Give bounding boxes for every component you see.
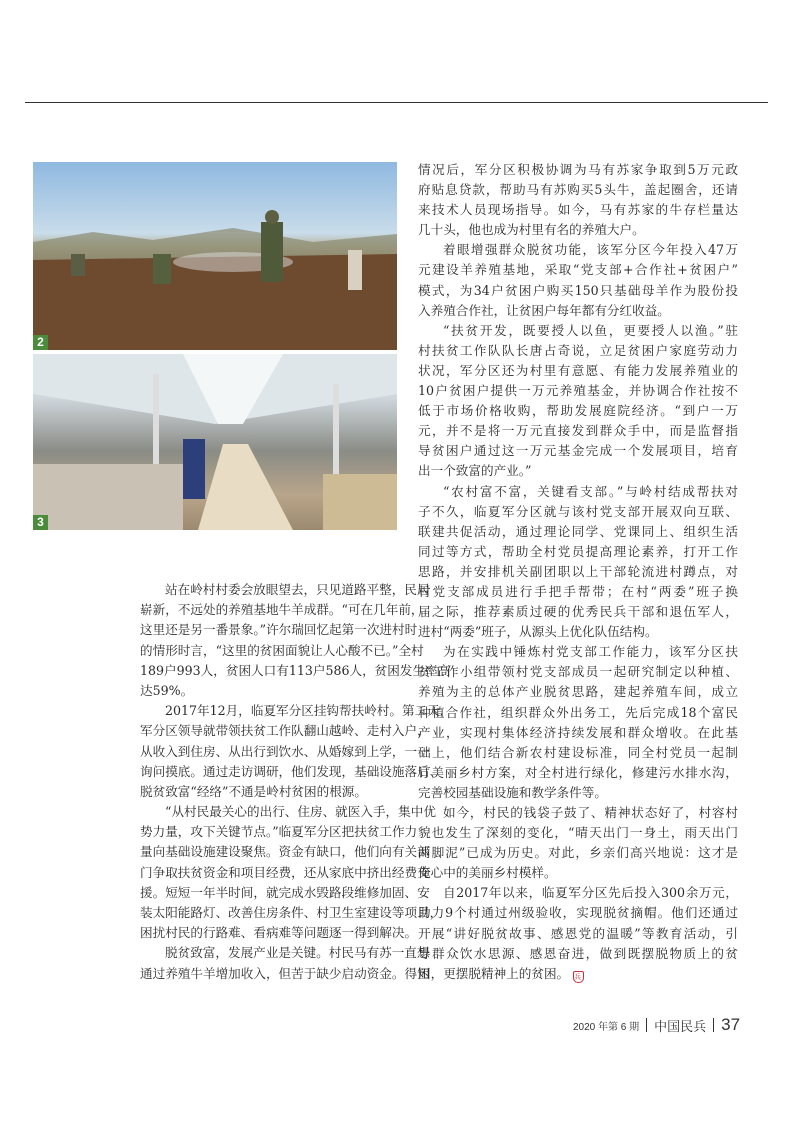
text-line	[418, 622, 738, 642]
paragraph-line: 189户993人，贫困人口有113户586人，贫困发生率高	[140, 662, 451, 678]
paragraph-line: 子不久，临夏军分区就与该村党支部开展双向互联、	[418, 503, 738, 519]
paragraph-line: 低于市场价格收购，帮助发展庭院经济。“到户一万	[418, 403, 738, 419]
paragraph-line: “扶贫开发，既要授人以鱼，更要授人以渔。”驻	[443, 322, 738, 338]
text-line	[418, 461, 738, 481]
text-line	[418, 542, 738, 562]
paragraph-line: 联建共促活动，通过理论同学、党课同上、组织生活	[418, 523, 738, 539]
paragraph-line: 军分区领导就带领扶贫工作队翻山越岭、走村入户，	[140, 723, 430, 739]
paragraph-line: 如今，村民的钱袋子鼓了、精神状态好了，村容村	[443, 805, 738, 820]
text-line	[418, 723, 738, 743]
text-line	[140, 701, 453, 721]
issue-label: 2020 年第 6 期	[573, 1021, 640, 1033]
text-line	[418, 883, 738, 903]
text-line	[418, 924, 738, 944]
paragraph-line: 从收入到住房、从出行到饮水、从婚嫁到上学，一一	[140, 743, 430, 759]
text-line	[140, 883, 430, 903]
text-line	[418, 421, 738, 441]
paragraph-line: 自2017年以来，临夏军分区先后投入300余万元，	[443, 885, 738, 901]
text-line	[140, 964, 430, 984]
paragraph-line: 开展“讲好脱贫故事、感恩党的温暖”等教育活动，引	[418, 925, 738, 941]
text-line	[140, 681, 395, 701]
paragraph-line: 困扰村民的行路难、看病难等问题逐一得到解决。	[140, 925, 418, 941]
paragraph-line: 10户贫困户提供一万元养殖基金，并协调合作社按不	[418, 383, 738, 399]
text-line	[418, 662, 738, 682]
text-line	[140, 742, 430, 762]
paragraph-line: 询问摸底。通过走访调研，他们发现，基础设施落后、	[140, 763, 443, 779]
magazine-name: 中国民兵	[654, 1018, 707, 1034]
text-line	[418, 863, 738, 883]
paragraph-line: 着眼增强群众脱贫功能，该军分区今年投入47万	[443, 242, 738, 258]
text-line	[418, 200, 738, 220]
paragraph-line: 元，并不是将一万元直接发到群众手中，而是监督指	[418, 423, 738, 439]
paragraph-line: 通过养殖牛羊增加收入，但苦于缺少启动资金。得知	[140, 965, 430, 981]
paragraph-line: 为在实践中锤炼村党支部工作能力，该军分区扶	[443, 644, 738, 660]
paragraph-line: 2017年12月，临夏军分区挂钩帮扶岭村。第二天，	[165, 703, 453, 719]
paragraph-line: 届之际，推荐素质过硬的优秀民兵干部和退伍军人，	[418, 604, 738, 620]
text-line	[418, 281, 738, 301]
footer-divider	[646, 1018, 647, 1032]
text-line	[418, 602, 738, 622]
paragraph-line: 情况后，军分区积极协调为马有苏家争取到5万元政	[418, 162, 738, 177]
text-line	[418, 582, 738, 602]
paragraph-line: 同过等方式，帮助全村党员提高理论素养，打开工作	[418, 543, 738, 559]
paragraph-line: 貌也发生了深刻的变化，“晴天出门一身土，雨天出门	[418, 825, 738, 841]
end-mark-icon: 兵	[573, 971, 584, 983]
barn-scene-illustration	[33, 354, 397, 530]
paragraph-line: 础上，他们结合新农村建设标准，同全村党员一起制	[418, 744, 738, 760]
text-line	[140, 600, 424, 620]
paragraph-line: 产业，实现村集体经济持续发展和群众增收。在此基	[418, 724, 738, 740]
text-line	[418, 703, 738, 723]
paragraph-line: “从村民最关心的出行、住房、就医入手，集中优	[165, 804, 436, 820]
paragraph-line: 达59%。	[140, 682, 194, 698]
text-line	[418, 361, 738, 381]
article-column-left	[140, 580, 453, 984]
paragraph-line: 俺心中的美丽乡村模样。	[418, 865, 557, 881]
paragraph-line: 村扶贫工作队队长唐占奇说，立足贫困户家庭劳动力	[418, 342, 738, 358]
paragraph-line: 订美丽乡村方案，对全村进行绿化，修建污水排水沟，	[418, 764, 738, 780]
paragraph-line: 元建设羊养殖基地，采取“党支部+合作社+贫困户”	[418, 262, 738, 278]
paragraph-line: 出一个致富的产业。”	[418, 463, 532, 479]
paragraph-line: 府贴息贷款，帮助马有苏购买5头牛，盖起圈舍，还请	[418, 182, 738, 198]
text-line	[418, 642, 738, 662]
paragraph-line: 两脚泥”已成为历史。对此，乡亲们高兴地说：这才是	[418, 845, 738, 861]
paragraph-line: 贫工作小组带领村党支部成员一起研究制定以种植、	[418, 664, 738, 680]
paragraph-line: 困，更摆脱精神上的贫困。	[418, 965, 570, 981]
field-scene-illustration	[33, 162, 397, 350]
text-line	[140, 721, 430, 741]
text-line	[140, 641, 424, 661]
paragraph-line: 导群众饮水思源、感恩奋进，做到既摆脱物质上的贫	[418, 945, 738, 961]
paragraph-line: 装太阳能路灯、改善住房条件、村卫生室建设等项目，	[140, 905, 443, 920]
text-line	[418, 301, 738, 321]
paragraph-line: 崭新，不远处的养殖基地牛羊成群。“可在几年前，	[140, 602, 424, 618]
text-line	[140, 580, 430, 600]
text-line	[418, 341, 738, 361]
text-line	[418, 240, 738, 260]
paragraph-line: 脱贫致富“经络”不通是岭村贫困的根源。	[140, 783, 367, 799]
text-line	[418, 260, 738, 280]
article-column-right	[418, 160, 738, 984]
paragraph-line: 的情形时言，“这里的贫困面貌让人心酸不已。”全村	[140, 642, 424, 658]
footer-divider	[713, 1018, 714, 1032]
text-line	[418, 482, 738, 502]
text-line	[140, 782, 395, 802]
text-line	[418, 803, 738, 823]
photo-farmers-planting	[33, 162, 397, 350]
text-line	[140, 802, 436, 822]
text-line	[140, 762, 443, 782]
paragraph-line: “农村富不富，关键看支部。”与岭村结成帮扶对	[443, 483, 738, 499]
paragraph-line: 几十头，他也成为村里有名的养殖大户。	[418, 222, 645, 238]
text-line	[418, 903, 738, 923]
paragraph-line: 进村“两委”班子，从源头上优化队伍结构。	[418, 624, 658, 640]
text-line	[418, 160, 738, 180]
text-line	[418, 401, 738, 421]
text-line	[140, 903, 443, 923]
text-line	[140, 822, 418, 842]
paragraph-line: 入养殖合作社，让贫困户每年都有分红收益。	[418, 302, 670, 318]
text-line	[140, 943, 430, 963]
text-line	[418, 562, 738, 582]
page-number: 37	[721, 1015, 741, 1034]
paragraph-line: 这里还是另一番景象。”许尔瑞回忆起第一次进村时	[140, 622, 418, 638]
paragraph-line: 状况，军分区还为村里有意愿、有能力发展养殖业的	[418, 362, 738, 378]
paragraph-line: 完善校园基础设施和教学条件等。	[418, 784, 607, 800]
text-line	[140, 923, 418, 943]
text-line	[418, 321, 738, 341]
text-line	[418, 180, 738, 200]
paragraph-line: 助力9个村通过州级验收，实现脱贫摘帽。他们还通过	[418, 905, 738, 921]
paragraph-line: 种植合作社，组织群众外出务工，先后完成18个富民	[418, 704, 738, 720]
header-rule	[25, 102, 768, 103]
text-line	[140, 863, 430, 883]
photo-livestock-barn	[33, 354, 397, 530]
photo-number-badge: 2	[33, 335, 48, 350]
paragraph-line: 站在岭村村委会放眼望去，只见道路平整，民居	[165, 582, 430, 597]
paragraph-line: 量向基础设施建设聚焦。资金有缺口，他们向有关部	[140, 844, 430, 860]
paragraph-line: 养殖为主的总体产业脱贫思路，建起养殖车间，成立	[418, 684, 738, 700]
paragraph-line: 脱贫致富，发展产业是关键。村民马有苏一直想	[165, 945, 430, 961]
paragraph-line: 门争取扶贫资金和项目经费，还从家底中挤出经费支	[140, 864, 430, 880]
paragraph-line: 势力量，攻下关键节点。”临夏军分区把扶贫工作力	[140, 824, 418, 840]
text-line	[418, 522, 738, 542]
text-line	[418, 944, 738, 964]
paragraph-line: 来技术人员现场指导。如今，马有苏家的牛存栏量达	[418, 202, 738, 218]
text-line	[140, 842, 430, 862]
paragraph-line: 模式，为34户贫困户购买150只基础母羊作为股份投	[418, 282, 738, 298]
text-line	[140, 620, 418, 640]
photo-number-badge: 3	[33, 515, 48, 530]
text-line	[418, 743, 738, 763]
text-line	[418, 220, 738, 240]
paragraph-line: 援。短短一年半时间，就完成水毁路段维修加固、安	[140, 884, 430, 900]
text-line	[418, 964, 738, 984]
text-line	[140, 661, 451, 681]
text-line	[418, 502, 738, 522]
text-line	[418, 682, 738, 702]
text-line	[418, 763, 738, 783]
text-line	[418, 783, 738, 803]
page-footer	[573, 1015, 740, 1035]
text-line	[418, 381, 738, 401]
text-line	[418, 823, 738, 843]
paragraph-line: 导贫困户通过这一万元基金完成一个发展项目，培育	[418, 443, 738, 459]
paragraph-line: 思路，并安排机关副团职以上干部轮流进村蹲点，对	[418, 563, 738, 579]
text-line	[418, 843, 738, 863]
paragraph-line: 村党支部成员进行手把手帮带；在村“两委”班子换	[418, 583, 738, 599]
text-line	[418, 441, 738, 461]
